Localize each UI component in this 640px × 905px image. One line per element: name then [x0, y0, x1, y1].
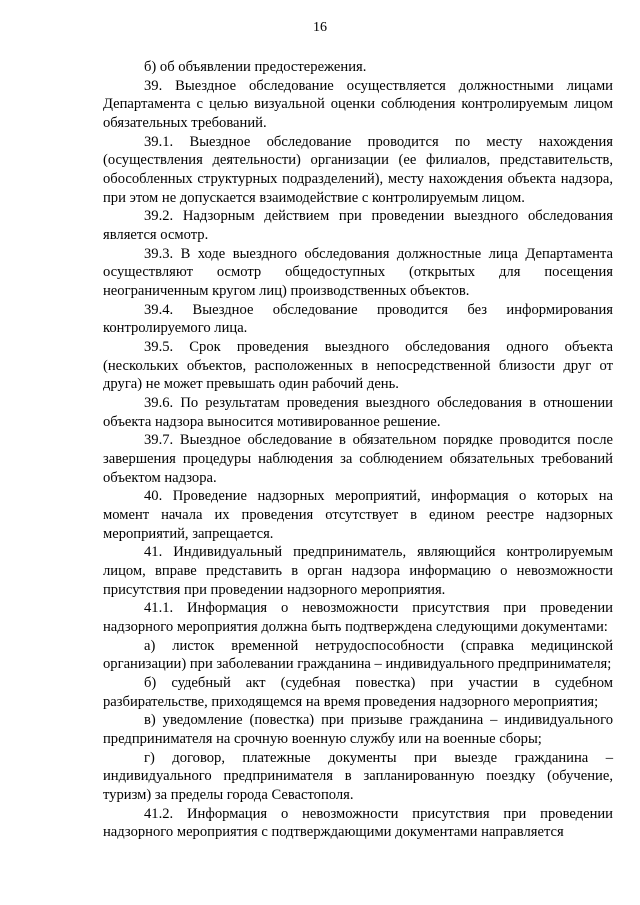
paragraph-39-3: 39.3. В ходе выездного обследования должностные лица Департамента осуществляют осмотр общедоступных (открытых для посещения неограниченным кругом лиц) производственных объектов. [103, 245, 613, 299]
paragraph-b-warning: б) об объявлении предостережения. [144, 59, 367, 75]
paragraph-39-5: 39.5. Срок проведения выездного обследования одного объекта (нескольких объектов, расположенных в непосредственной близости друг от друга) не может превышать один рабочий день. [103, 339, 613, 393]
paragraph-41-2: 41.2. Информация о невозможности присутствия при проведении надзорного мероприятия с подтверждающими документами направляется [103, 805, 613, 841]
paragraph-40: 40. Проведение надзорных мероприятий, информация о которых на момент начала их проведения отсутствует в едином реестре надзорных мероприятий, запрещается. [103, 488, 613, 542]
paragraph-39-4: 39.4. Выездное обследование проводится без информирования контролируемого лица. [103, 301, 613, 337]
paragraph-39-7: 39.7. Выездное обследование в обязательном порядке проводится после завершения процедуры наблюдения за соблюдением обязательных требований объектом надзора. [103, 432, 613, 486]
page-number: 16 [313, 20, 327, 35]
list-item-b: б) судебный акт (судебная повестка) при участии в судебном разбирательстве, приходящемся на время проведения надзорного мероприятия; [103, 675, 613, 710]
paragraph-41-1: 41.1. Информация о невозможности присутствия при проведении надзорного мероприятия должна быть подтверждена следующими документами: [103, 600, 613, 635]
document-body [103, 58, 613, 842]
paragraph-39-2: 39.2. Надзорным действием при проведении выездного обследования является осмотр. [103, 208, 613, 243]
list-item-v: в) уведомление (повестка) при призыве гражданина – индивидуального предпринимателя на срочную военную службу или на военные сборы; [103, 712, 613, 747]
list-item-g: г) договор, платежные документы при выезде гражданина – индивидуального предпринимателя в запланированную поездку (обучение, туризм) за пределы города Севастополя. [103, 749, 613, 803]
paragraph-39: 39. Выездное обследование осуществляется должностными лицами Департамента с целью визуальной оценки соблюдения контролируемым лицом обязательных требований. [103, 77, 613, 131]
list-item-a: а) листок временной нетрудоспособности (справка медицинской организации) при заболевании гражданина – индивидуального предпринимателя; [103, 637, 613, 673]
paragraph-39-1: 39.1. Выездное обследование проводится по месту нахождения (осуществления деятельности) организации (ее филиалов, представительств, обособленных структурных подразделений), месту нахождения объекта надзора, при этом не допускается взаимодействие с контролируемым лицом. [103, 133, 613, 206]
paragraph-41: 41. Индивидуальный предприниматель, являющийся контролируемым лицом, вправе представить в орган надзора информацию о невозможности присутствия при проведении надзорного мероприятия. [103, 544, 613, 598]
paragraph-39-6: 39.6. По результатам проведения выездного обследования в отношении объекта надзора выносится мотивированное решение. [103, 395, 613, 430]
